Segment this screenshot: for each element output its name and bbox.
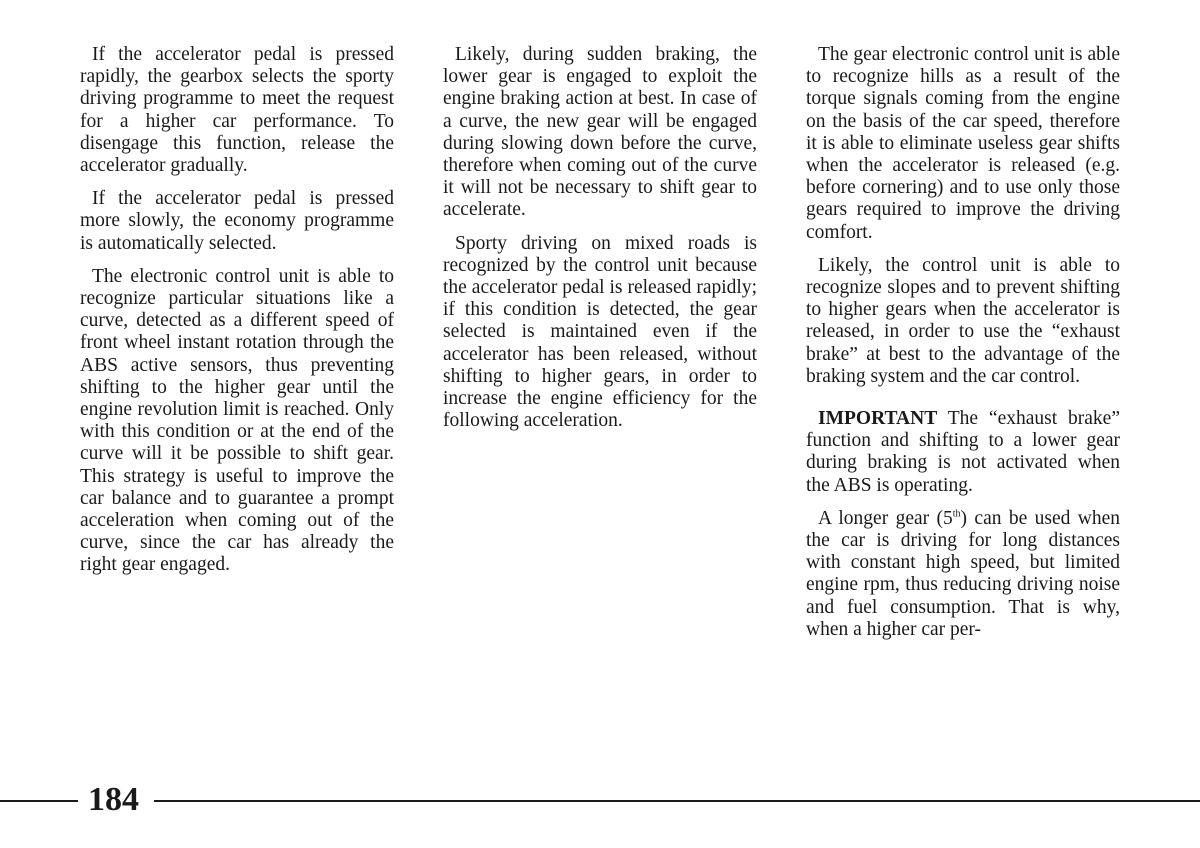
important-label: IMPORTANT	[818, 408, 938, 430]
paragraph: Sporty driving on mixed roads is recognized by the control unit because the accelerator pedal is released rapidly; if this condition is detected, the gear selected is maintained even if the accelerator has been released, without shifting to higher gears, in order to increase the engine efficiency for the following acceleration.	[443, 232, 757, 432]
paragraph-part: ) can be used when the car is driving for long distances with constant high speed, but limited engine rpm, thus reducing driving noise and fuel consumption. That is why, when a higher car per-	[806, 507, 1120, 640]
paragraph: The electronic control unit is able to recognize particular situations like a curve, detected as a different speed of front wheel instant rotation through the ABS active sensors, thus preventing shifting to the higher gear until the engine revolution limit is reached. Only with this condition or at the end of the curve will it be possible to shift gear. This strategy is useful to improve the car balance and to guarantee a prompt acceleration when coming out of the curve, since the car has already the right gear engaged.	[80, 265, 394, 576]
paragraph: If the accelerator pedal is pressed more slowly, the economy programme is automatically selected.	[80, 188, 394, 254]
paragraph: The gear electronic control unit is able to recognize hills as a result of the torque signals coming from the engine on the basis of the car speed, therefore it is able to eliminate useless gear shifts when the accelerator is released (e.g. before cornering) and to use only those gears required to improve the driving comfort.	[806, 44, 1120, 243]
ordinal-superscript: th	[952, 508, 961, 520]
page-number: 184	[88, 781, 139, 818]
footer-rule-left	[0, 800, 78, 802]
paragraph-part: A longer gear (5	[818, 507, 953, 529]
footer-rule-right	[154, 800, 1200, 802]
important-text: The “exhaust brake” function and shifting to a lower gear during braking is not activated when the ABS is operating.	[806, 408, 1120, 496]
paragraph: Likely, during sudden braking, the lower gear is engaged to exploit the engine braking action at best. In case of a curve, the new gear will be engaged during slowing down before the curve, therefore when coming out of the curve it will not be necessary to shift gear to accelerate.	[443, 44, 757, 221]
paragraph	[806, 508, 1120, 641]
text-column-2	[443, 44, 757, 443]
paragraph: Likely, the control unit is able to recognize slopes and to prevent shifting to higher gears when the accelerator is released, in order to use the “exhaust brake” at best to the advantage of the braking system and the car control.	[806, 254, 1120, 387]
paragraph: If the accelerator pedal is pressed rapidly, the gearbox selects the sporty driving programme to meet the request for a higher car performance. To disengage this function, release the accelerator gradually.	[80, 44, 394, 177]
important-note	[806, 408, 1120, 497]
text-column-3	[806, 44, 1120, 652]
text-column-1	[80, 44, 394, 588]
